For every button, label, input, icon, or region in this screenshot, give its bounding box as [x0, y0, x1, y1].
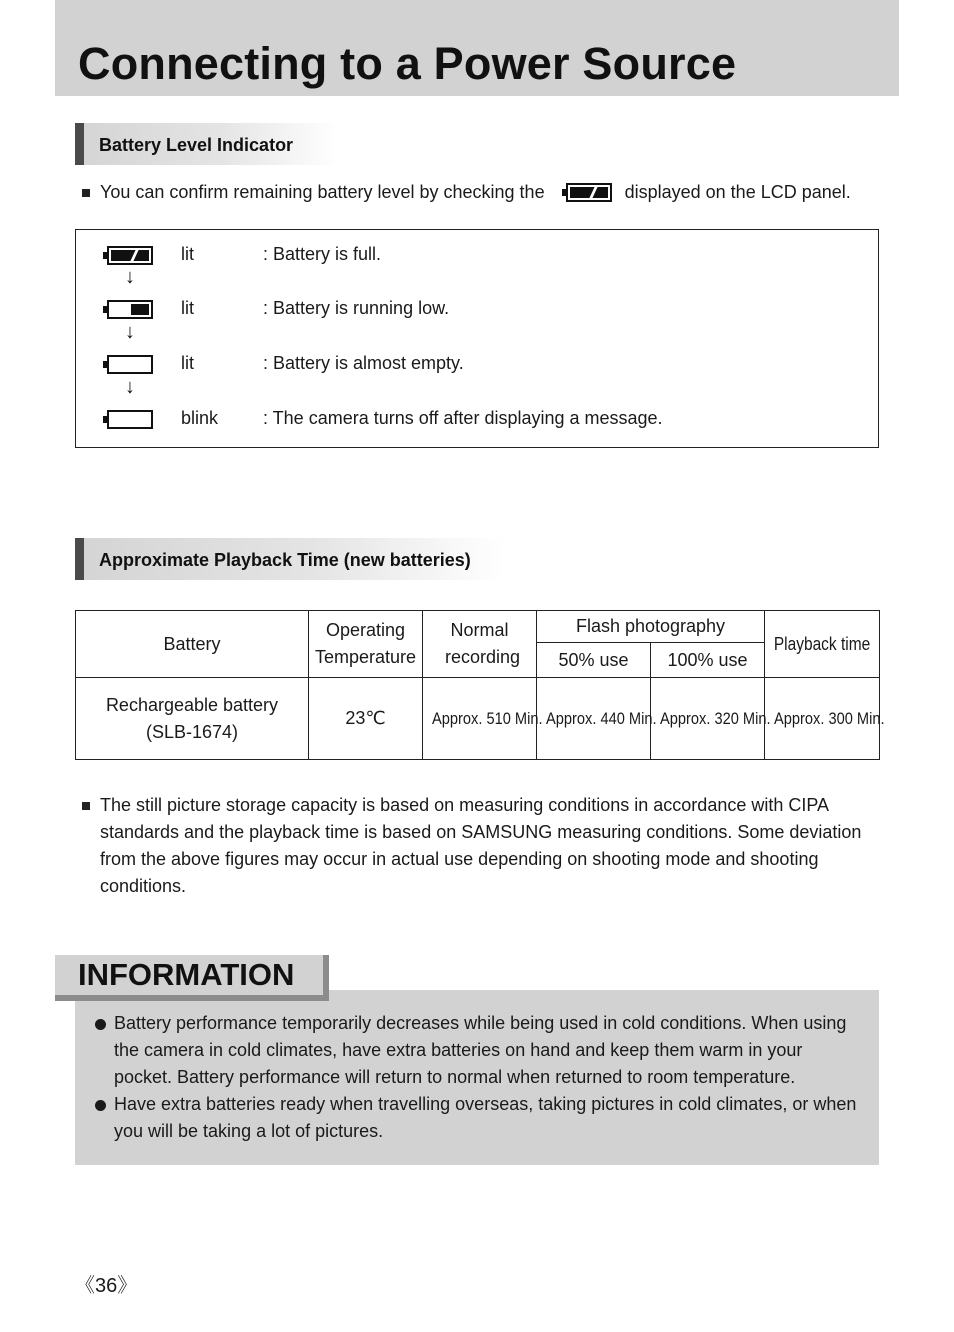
cell-flash-50: Approx. 440 Min.: [537, 678, 651, 760]
battery-full-icon: [107, 246, 153, 265]
section-heading-playback: [75, 538, 505, 580]
down-arrow-icon: ↓: [125, 321, 135, 343]
bullet-dot-icon: [95, 1100, 106, 1111]
level-state: blink: [181, 408, 219, 428]
information-label: INFORMATION: [78, 957, 295, 992]
square-bullet-icon: [82, 189, 90, 197]
battery-name: Rechargeable battery: [105, 694, 279, 715]
info-item: Have extra batteries ready when travelling overseas, taking pictures in cold climates, or when you will be taking a lot of pictures.: [95, 1091, 865, 1145]
battery-level-box: [75, 229, 879, 448]
intro-text-before: You can confirm remaining battery level by checking the: [100, 182, 545, 202]
section-heading-battery-level: [75, 123, 337, 165]
information-box: [75, 990, 879, 1165]
header-flash-photography: Flash photography: [537, 611, 765, 643]
level-state: lit: [181, 353, 194, 373]
battery-model: (SLB-1674): [145, 721, 239, 742]
section-heading-text: Approximate Playback Time (new batteries): [99, 550, 471, 570]
header-battery: Battery: [76, 611, 309, 678]
battery-full-icon: [566, 183, 612, 202]
cell-temperature: 23℃: [309, 678, 423, 760]
note-text: The still picture storage capacity is based on measuring conditions in accordance with CIPA standards and the playback time is based on SAMSUNG measuring conditions. Some deviation from the above figures may occur in actual use depending on shooting mode and shooting conditions.: [100, 795, 862, 896]
level-description: : Battery is full.: [263, 244, 382, 264]
battery-level-row: [76, 350, 878, 380]
battery-empty-icon: [107, 355, 153, 374]
cell-battery: [76, 678, 309, 760]
bullet-dot-icon: [95, 1019, 106, 1030]
level-description: : The camera turns off after displaying a message.: [263, 408, 663, 428]
cell-playback: Approx. 300 Min.: [765, 678, 880, 760]
square-bullet-icon: [82, 802, 90, 810]
playback-table: [75, 610, 885, 760]
header-flash-50: 50% use: [537, 643, 651, 678]
down-arrow-icon: ↓: [125, 266, 135, 288]
page-number: 《36》: [75, 1275, 138, 1297]
header-playback-time: Playback time: [765, 611, 880, 678]
section-heading-text: Battery Level Indicator: [99, 135, 294, 155]
header-normal-recording: Normal recording: [423, 611, 537, 678]
level-state: lit: [181, 244, 194, 264]
battery-level-row: [76, 241, 878, 271]
heading-bar: [75, 123, 84, 165]
level-description: : Battery is running low.: [263, 298, 450, 318]
level-description: : Battery is almost empty.: [263, 353, 464, 373]
header-operating-temperature: Operating Temperature: [309, 611, 423, 678]
information-tab: [55, 955, 329, 1001]
info-item: Battery performance temporarily decreases while being used in cold conditions. When using the camera in cold climates, have extra batteries on hand and keep them warm in your pocket. Battery performance will return to normal when returned to room temperature.: [95, 1010, 865, 1091]
page-title: Connecting to a Power Source: [78, 38, 737, 89]
storage-note: [82, 792, 882, 900]
battery-level-row: [76, 405, 878, 435]
cell-normal: Approx. 510 Min.: [423, 678, 537, 760]
battery-level-row: [76, 295, 878, 325]
title-bar: [55, 0, 899, 96]
intro-text-after: displayed on the LCD panel.: [624, 182, 851, 202]
table-row: [76, 678, 880, 760]
header-flash-100: 100% use: [651, 643, 765, 678]
battery-intro: [82, 179, 882, 206]
battery-empty-icon: [107, 410, 153, 429]
level-state: lit: [181, 298, 194, 318]
cell-flash-100: Approx. 320 Min.: [651, 678, 765, 760]
heading-bar: [75, 538, 84, 580]
battery-low-icon: [107, 300, 153, 319]
down-arrow-icon: ↓: [125, 376, 135, 398]
